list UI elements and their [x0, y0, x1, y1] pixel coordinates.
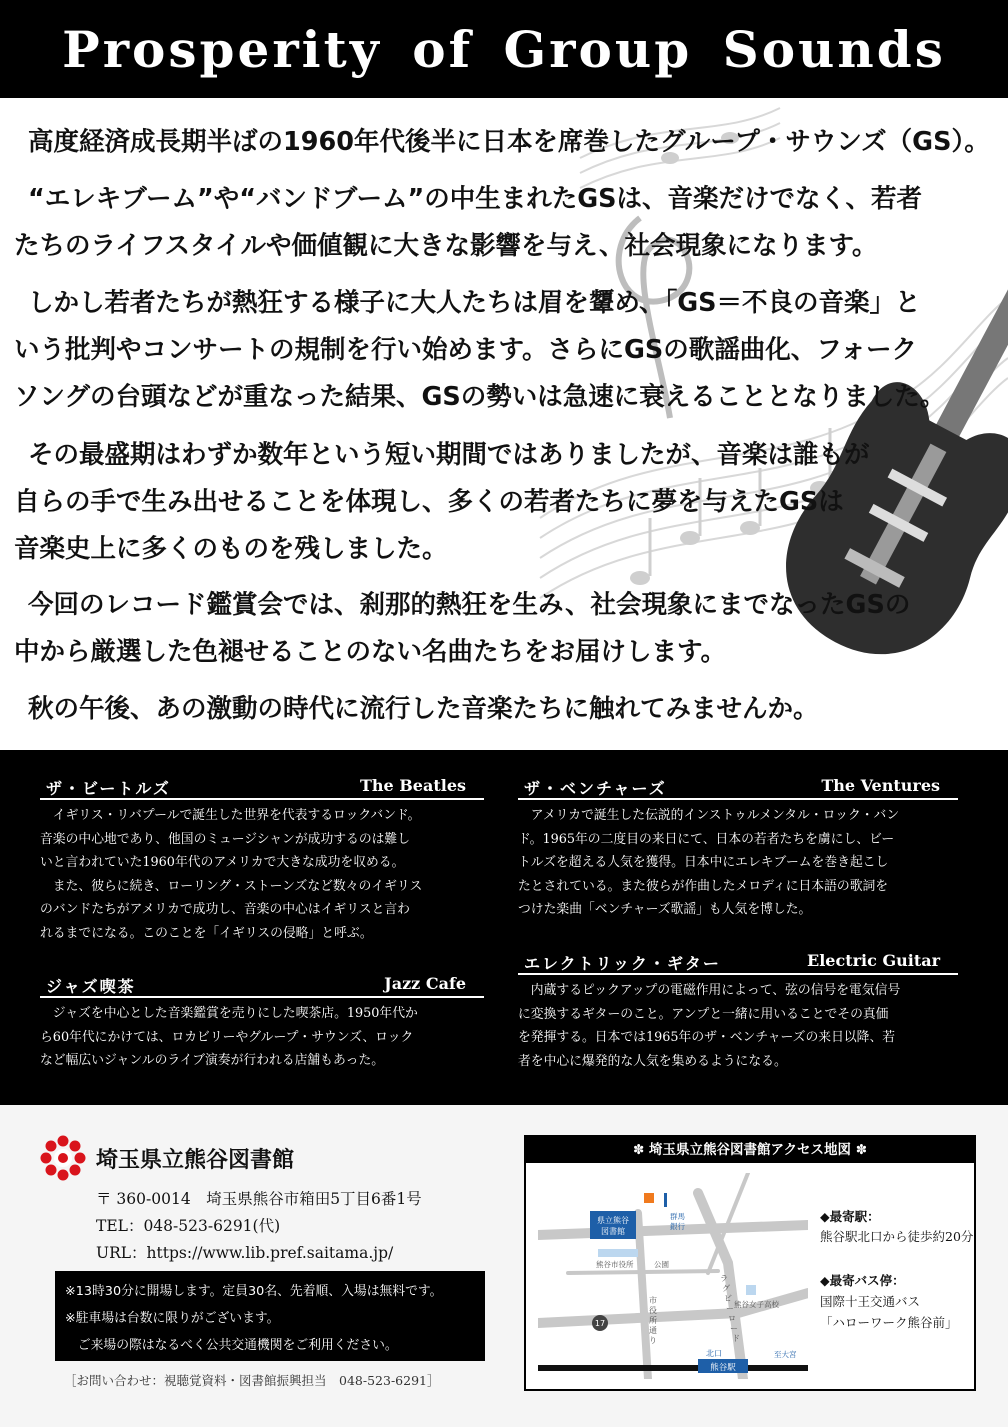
svg-text:北口: 北口: [706, 1349, 722, 1358]
svg-text:ラ: ラ: [720, 1274, 728, 1283]
intro-paragraph-4: その最盛期はわずか数年という短い期間ではありましたが、音楽は誰もが 自らの手で生み出せることを体現し、多くの若者たちに夢を与えたGSは 音楽史上に多くのものを残しました。: [14, 440, 870, 564]
map-drawing: [538, 1173, 808, 1379]
city-hall-marker: [598, 1249, 638, 1257]
location-pin-icon: [644, 1193, 654, 1203]
svg-text:通: 通: [649, 1326, 657, 1335]
section-title-ja: ジャズ喫茶: [46, 977, 136, 996]
section-title-ja: エレクトリック・ギター: [524, 954, 721, 973]
section-body: アメリカで誕生した伝説的インストゥルメンタル・ロック・バン ド。1965年の二度目の来日にて、日本の若者たちを虜にし、ビー トルズを超える人気を獲得。日本中にエレキブームを巻き起こし たとされている。また彼らが作曲したメロディに日本語の歌詞を つけた楽曲「ベンチャーズ歌謡」も人気を博した。: [518, 808, 900, 918]
intro-paragraph-6: 秋の午後、あの激動の時代に流行した音楽たちに触れてみませんか。: [28, 694, 819, 724]
svg-text:ー: ー: [726, 1304, 734, 1313]
svg-text:役: 役: [649, 1306, 657, 1315]
library-url[interactable]: URL：https://www.lib.pref.saitama.jp/: [96, 1244, 394, 1262]
section-jazz-cafe: [40, 972, 484, 1073]
section-title-en: Electric Guitar: [807, 951, 940, 970]
library-logo-icon: [40, 1135, 86, 1181]
nearest-station-label: ◆最寄駅：: [820, 1209, 880, 1224]
svg-text:群馬: 群馬: [670, 1212, 685, 1221]
svg-text:公園: 公園: [654, 1260, 669, 1269]
section-title-en: Jazz Cafe: [384, 974, 466, 993]
svg-text:所: 所: [649, 1316, 657, 1325]
bus-company: 国際十王交通バス: [820, 1294, 921, 1309]
intro-paragraph-1: 高度経済成長期半ばの1960年代後半に日本を席巻したグループ・サウンズ（GS）。: [28, 127, 990, 157]
intro-paragraph-2: “エレキブーム”や“バンドブーム”の中生まれたGSは、音楽だけでなく、若者 たちのライフスタイルや価値観に大きな影響を与え、社会現象になります。: [14, 184, 923, 261]
intro-paragraph-3: しかし若者たちが熱狂する様子に大人たちは眉を顰め、「GS＝不良の音楽」と いう批判やコンサートの規制を行い始めます。さらにGSの歌謡曲化、フォーク ソングの台頭などが重なった結果、GSの勢いは急速に衰えることとなりました。: [14, 288, 946, 412]
section-body: 内蔵するピックアップの電磁作用によって、弦の信号を電気信号 に変換するギターのこと。アンプと一緒に用いることでその真価 を発揮する。日本では1965年のザ・ベンチャーズの来日以降、若 者を中心に爆発的な人気を集めるようになる。: [518, 983, 901, 1069]
section-electric-guitar: [518, 949, 958, 1073]
intro-section: [0, 98, 1008, 750]
svg-text:熊谷市役所: 熊谷市役所: [596, 1260, 634, 1269]
svg-text:図書館: 図書館: [601, 1227, 625, 1236]
bank-marker: [664, 1193, 667, 1207]
svg-text:市: 市: [649, 1296, 657, 1305]
access-map: [524, 1135, 976, 1391]
svg-text:銀行: 銀行: [670, 1222, 685, 1231]
intro-paragraph-5: 今回のレコード鑑賞会では、刹那的熱狂を生み、社会現象にまでなったGSの 中から厳選した色褪せることのない名曲たちをお届けします。: [14, 590, 911, 667]
footer: [0, 1105, 1008, 1427]
school-marker: [746, 1285, 756, 1295]
svg-text:県立熊谷: 県立熊谷: [597, 1216, 629, 1225]
section-body: ジャズを中心とした音楽鑑賞を売りにした喫茶店。1950年代か ら60年代にかけては、ロカビリーやグループ・サウンズ、ロック など幅広いジャンルのライブ演奏が行われる店舗もあった。: [40, 1006, 418, 1069]
svg-text:り: り: [649, 1336, 657, 1345]
admission-notice: ※13時30分に開場します。定員30名、先着順、入場は無料です。 ※駐車場は台数に限りがございます。 ご来場の際はなるべく公共交通機関をご利用ください。: [55, 1271, 485, 1361]
svg-text:17: 17: [594, 1319, 606, 1328]
svg-text:熊谷女子高校: 熊谷女子高校: [734, 1300, 779, 1309]
library-name: 埼玉県立熊谷図書館: [96, 1148, 295, 1173]
contact-info: ［お問い合わせ：視聴覚資料・図書館振興担当 048-523-6291］: [64, 1373, 440, 1388]
svg-text:ー: ー: [730, 1324, 738, 1333]
svg-text:至大宮: 至大宮: [774, 1350, 797, 1359]
svg-text:ロ: ロ: [728, 1314, 736, 1323]
section-header: [40, 972, 484, 998]
section-header: [518, 949, 958, 975]
glossary-panel: [0, 750, 1008, 1105]
svg-text:熊谷駅: 熊谷駅: [710, 1363, 736, 1373]
library-tel: TEL：048-523-6291(代): [96, 1217, 281, 1235]
bus-stop: 「ハローワーク熊谷前」: [820, 1315, 958, 1330]
svg-text:グ: グ: [722, 1284, 730, 1293]
section-header: [40, 774, 484, 800]
page-title: Prosperity of Group Sounds: [62, 20, 946, 79]
section-header: [518, 774, 958, 800]
section-ventures: [518, 774, 958, 922]
nearest-bus-label: ◆最寄バス停：: [820, 1273, 905, 1288]
section-title-ja: ザ・ビートルズ: [46, 779, 171, 798]
section-title-en: The Beatles: [359, 776, 466, 795]
svg-text:ビ: ビ: [724, 1294, 732, 1303]
section-title-en: The Ventures: [821, 776, 940, 795]
nearest-station-text: 熊谷駅北口から徒歩約20分: [820, 1229, 974, 1244]
header-bar: [0, 0, 1008, 98]
library-address: 〒 360-0014 埼玉県熊谷市箱田5丁目6番1号: [96, 1190, 422, 1208]
section-title-ja: ザ・ベンチャーズ: [524, 779, 667, 798]
svg-text:ド: ド: [732, 1334, 740, 1343]
section-beatles: [40, 774, 484, 946]
section-body: イギリス・リバプールで誕生した世界を代表するロックバンド。 音楽の中心地であり、他国のミュージシャンが成功するのは難し いと言われていた1960年代のアメリカで大きな成功を収める。 また、彼らに続き、ローリング・ストーンズなど数々のイギリス のバンドたちがアメリカで成功し、音楽の中心はイギリスと言わ れるまでになる。このことを「イギリスの侵略」と呼ぶ。: [40, 808, 423, 941]
map-header: ✽ 埼玉県立熊谷図書館アクセス地図 ✽: [526, 1137, 974, 1163]
